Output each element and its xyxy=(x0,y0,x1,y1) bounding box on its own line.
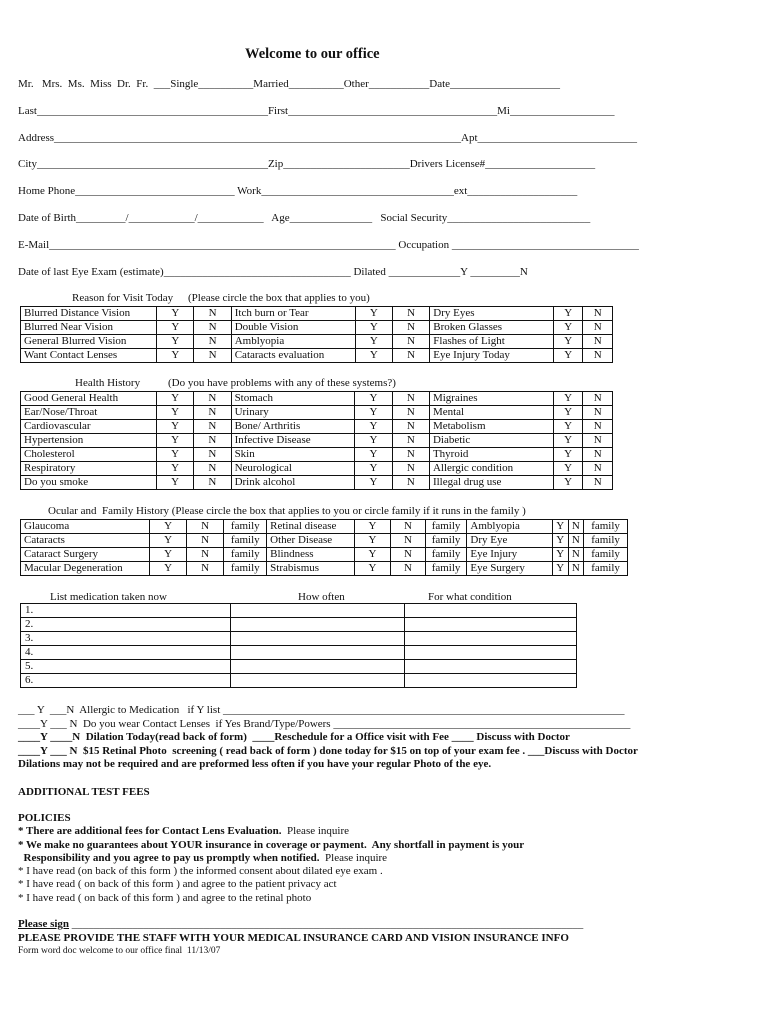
policy-3-bold: Responsibility and you agree to pay us promptly when notified. xyxy=(18,852,320,864)
family-table xyxy=(20,519,628,576)
choice-cell[interactable]: family xyxy=(584,520,628,534)
choice-cell[interactable]: N xyxy=(194,335,231,349)
signature-line[interactable] xyxy=(18,918,583,931)
choice-cell[interactable]: Y xyxy=(553,448,583,462)
label-cell: Broken Glasses xyxy=(430,321,554,335)
label-cell: Cataracts evaluation xyxy=(231,349,355,363)
health-heading: Health History xyxy=(75,377,141,389)
choice-cell[interactable]: family xyxy=(584,562,628,576)
label-cell: Stomach xyxy=(231,392,355,406)
policies-heading: POLICIES xyxy=(18,812,71,824)
name-line[interactable]: Last__________________________________________First______________________________________Mi___________________ xyxy=(18,105,615,117)
label-cell: Glaucoma xyxy=(21,520,150,534)
table-row xyxy=(21,335,613,349)
how-often-cell[interactable] xyxy=(230,604,405,618)
choice-cell[interactable]: Y xyxy=(157,307,194,321)
table-row xyxy=(21,349,613,363)
label-cell: Allergic condition xyxy=(429,462,553,476)
label-cell: Thyroid xyxy=(429,448,553,462)
med-col-2-heading: How often xyxy=(298,591,345,603)
choice-cell[interactable]: N xyxy=(568,548,584,562)
label-cell: Blindness xyxy=(267,548,355,562)
label-cell: Cardiovascular xyxy=(21,420,157,434)
choice-cell[interactable]: N xyxy=(392,448,429,462)
choice-cell[interactable]: Y xyxy=(355,307,392,321)
choice-cell[interactable]: N xyxy=(583,392,613,406)
choice-cell[interactable]: N xyxy=(194,406,231,420)
choice-cell[interactable]: family xyxy=(224,520,267,534)
health-table xyxy=(20,391,613,490)
choice-cell[interactable]: N xyxy=(393,335,430,349)
choice-cell[interactable]: N xyxy=(194,434,231,448)
med-col-3-heading: For what condition xyxy=(428,591,512,603)
medication-number-cell[interactable]: 2. xyxy=(21,618,231,632)
contact-lens-question[interactable]: ____Y ___ N Do you wear Contact Lenses if Yes Brand/Type/Powers ______________________________________________________ xyxy=(18,718,631,730)
choice-cell[interactable]: Y xyxy=(552,520,568,534)
label-cell: Dry Eyes xyxy=(430,307,554,321)
choice-cell[interactable]: Y xyxy=(354,520,391,534)
choice-cell[interactable]: Y xyxy=(355,406,392,420)
table-row xyxy=(21,476,613,490)
form-footer: Form word doc welcome to our office final 11/13/07 xyxy=(18,946,221,956)
label-cell: Blurred Distance Vision xyxy=(21,307,157,321)
policy-1 xyxy=(18,825,349,838)
choice-cell[interactable]: N xyxy=(583,307,613,321)
medication-number-cell[interactable]: 1. xyxy=(21,604,231,618)
choice-cell[interactable]: N xyxy=(194,349,231,363)
table-row xyxy=(21,604,577,618)
choice-cell[interactable]: N xyxy=(391,562,425,576)
choice-cell[interactable]: N xyxy=(194,476,231,490)
choice-cell[interactable]: N xyxy=(392,476,429,490)
label-cell: Diabetic xyxy=(429,434,553,448)
policy-1-bold: * There are additional fees for Contact Lens Evaluation. xyxy=(18,825,282,837)
medication-number-cell[interactable]: 3. xyxy=(21,632,231,646)
label-cell: Amblyopia xyxy=(467,520,553,534)
choice-cell[interactable]: N xyxy=(583,462,613,476)
label-cell: Blurred Near Vision xyxy=(21,321,157,335)
choice-cell[interactable]: N xyxy=(186,534,224,548)
condition-cell[interactable] xyxy=(405,604,577,618)
choice-cell[interactable]: N xyxy=(186,520,224,534)
choice-cell[interactable]: N xyxy=(392,420,429,434)
choice-cell[interactable]: N xyxy=(583,321,613,335)
choice-cell[interactable]: Y xyxy=(355,335,392,349)
choice-cell[interactable]: Y xyxy=(355,420,392,434)
choice-cell[interactable]: Y xyxy=(553,321,583,335)
retinal-photo-question[interactable]: ____Y ___ N $15 Retinal Photo screening ( read back of form ) done today for $15 on top of your exam fee . ___Discuss with Doctor xyxy=(18,745,638,757)
choice-cell[interactable]: family xyxy=(425,562,467,576)
label-cell: Dry Eye xyxy=(467,534,553,548)
how-often-cell[interactable] xyxy=(230,674,405,688)
choice-cell[interactable]: N xyxy=(583,406,613,420)
choice-cell[interactable]: Y xyxy=(150,562,187,576)
label-cell: General Blurred Vision xyxy=(21,335,157,349)
choice-cell[interactable]: N xyxy=(583,434,613,448)
choice-cell[interactable]: Y xyxy=(156,434,193,448)
choice-cell[interactable]: family xyxy=(425,534,467,548)
choice-cell[interactable]: Y xyxy=(156,406,193,420)
choice-cell[interactable]: N xyxy=(392,462,429,476)
medication-number-cell[interactable]: 4. xyxy=(21,646,231,660)
choice-cell[interactable]: Y xyxy=(552,562,568,576)
choice-cell[interactable]: Y xyxy=(156,476,193,490)
choice-cell[interactable]: Y xyxy=(553,335,583,349)
choice-cell[interactable]: Y xyxy=(156,448,193,462)
choice-cell[interactable]: N xyxy=(568,562,584,576)
choice-cell[interactable]: Y xyxy=(553,476,583,490)
table-row xyxy=(21,406,613,420)
choice-cell[interactable]: Y xyxy=(355,462,392,476)
choice-cell[interactable]: Y xyxy=(354,534,391,548)
sign-blank[interactable]: _____________________________________________________________________________________________ xyxy=(69,918,584,930)
label-cell: Amblyopia xyxy=(231,335,355,349)
label-cell: Eye Surgery xyxy=(467,562,553,576)
choice-cell[interactable]: family xyxy=(224,548,267,562)
choice-cell[interactable]: Y xyxy=(354,548,391,562)
name-title-line[interactable]: Mr. Mrs. Ms. Miss Dr. Fr. ___Single__________Married__________Other___________Date____________________ xyxy=(18,78,561,90)
table-row xyxy=(21,420,613,434)
choice-cell[interactable]: Y xyxy=(552,534,568,548)
choice-cell[interactable]: N xyxy=(391,520,425,534)
policy-3-rest: Please inquire xyxy=(319,852,388,864)
table-row xyxy=(21,632,577,646)
table-row xyxy=(21,646,577,660)
table-row xyxy=(21,660,577,674)
choice-cell[interactable]: Y xyxy=(355,448,392,462)
choice-cell[interactable]: Y xyxy=(553,392,583,406)
condition-cell[interactable] xyxy=(405,618,577,632)
table-row xyxy=(21,321,613,335)
dilation-question[interactable]: ____Y ____N Dilation Today(read back of form) ____Reschedule for a Office visit with Fee ____ Discuss with Doctor xyxy=(18,731,570,743)
choice-cell[interactable]: N xyxy=(186,548,224,562)
choice-cell[interactable]: N xyxy=(391,548,425,562)
label-cell: Macular Degeneration xyxy=(21,562,150,576)
choice-cell[interactable]: Y xyxy=(156,420,193,434)
how-often-cell[interactable] xyxy=(230,632,405,646)
choice-cell[interactable]: N xyxy=(393,321,430,335)
choice-cell[interactable]: N xyxy=(583,335,613,349)
table-row xyxy=(21,307,613,321)
condition-cell[interactable] xyxy=(405,660,577,674)
label-cell: Infective Disease xyxy=(231,434,355,448)
label-cell: Urinary xyxy=(231,406,355,420)
birth-line[interactable]: Date of Birth_________/____________/____________ Age_______________ Social Security__________________________ xyxy=(18,212,591,224)
choice-cell[interactable]: Y xyxy=(157,349,194,363)
sign-label: Please sign xyxy=(18,918,70,930)
label-cell: Want Contact Lenses xyxy=(21,349,157,363)
choice-cell[interactable]: Y xyxy=(156,392,193,406)
city-line[interactable]: City__________________________________________Zip_______________________Drivers License#____________________ xyxy=(18,158,596,170)
label-cell: Cataract Surgery xyxy=(21,548,150,562)
choice-cell[interactable]: N xyxy=(568,520,584,534)
eye-exam-line[interactable]: Date of last Eye Exam (estimate)__________________________________ Dilated _____________Y _________N xyxy=(18,266,528,278)
label-cell: Other Disease xyxy=(267,534,355,548)
choice-cell[interactable]: N xyxy=(391,534,425,548)
how-often-cell[interactable] xyxy=(230,646,405,660)
choice-cell[interactable]: Y xyxy=(354,562,391,576)
choice-cell[interactable]: Y xyxy=(553,434,583,448)
choice-cell[interactable]: Y xyxy=(355,349,392,363)
choice-cell[interactable]: family xyxy=(584,548,628,562)
choice-cell[interactable]: Y xyxy=(157,321,194,335)
choice-cell[interactable]: N xyxy=(194,392,231,406)
policy-4: * I have read (on back of this form ) the informed consent about dilated eye exam . xyxy=(18,865,383,877)
medication-number-cell[interactable]: 6. xyxy=(21,674,231,688)
label-cell: Migraines xyxy=(429,392,553,406)
choice-cell[interactable]: Y xyxy=(355,321,392,335)
table-row xyxy=(21,520,628,534)
choice-cell[interactable]: N xyxy=(393,349,430,363)
choice-cell[interactable]: family xyxy=(224,534,267,548)
choice-cell[interactable]: N xyxy=(194,448,231,462)
table-row xyxy=(21,674,577,688)
phone-line[interactable]: Home Phone_____________________________ Work___________________________________ext____________________ xyxy=(18,185,578,197)
medication-number-cell[interactable]: 5. xyxy=(21,660,231,674)
choice-cell[interactable]: Y xyxy=(553,349,583,363)
label-cell: Drink alcohol xyxy=(231,476,355,490)
choice-cell[interactable]: family xyxy=(224,562,267,576)
choice-cell[interactable]: Y xyxy=(150,548,187,562)
choice-cell[interactable]: N xyxy=(392,406,429,420)
condition-cell[interactable] xyxy=(405,632,577,646)
table-row xyxy=(21,618,577,632)
label-cell: Ear/Nose/Throat xyxy=(21,406,157,420)
fees-heading: ADDITIONAL TEST FEES xyxy=(18,786,150,798)
choice-cell[interactable]: Y xyxy=(553,406,583,420)
health-note: (Do you have problems with any of these systems?) xyxy=(168,377,396,389)
label-cell: Do you smoke xyxy=(21,476,157,490)
label-cell: Neurological xyxy=(231,462,355,476)
choice-cell[interactable]: N xyxy=(583,448,613,462)
choice-cell[interactable]: N xyxy=(194,462,231,476)
choice-cell[interactable]: Y xyxy=(552,548,568,562)
address-line[interactable]: Address__________________________________________________________________________Apt_____________________________ xyxy=(18,132,638,144)
label-cell: Bone/ Arthritis xyxy=(231,420,355,434)
choice-cell[interactable]: Y xyxy=(157,335,194,349)
choice-cell[interactable]: N xyxy=(194,420,231,434)
choice-cell[interactable]: Y xyxy=(150,520,187,534)
policy-2: * We make no guarantees about YOUR insurance in coverage or payment. Any shortfall in payment is your xyxy=(18,839,525,851)
page-title: Welcome to our office xyxy=(245,46,380,62)
choice-cell[interactable]: N xyxy=(194,321,231,335)
label-cell: Double Vision xyxy=(231,321,355,335)
table-row xyxy=(21,534,628,548)
condition-cell[interactable] xyxy=(405,674,577,688)
policy-1-rest: Please inquire xyxy=(281,825,350,837)
table-row xyxy=(21,562,628,576)
policy-6: * I have read ( on back of this form ) and agree to the retinal photo xyxy=(18,892,312,904)
condition-cell[interactable] xyxy=(405,646,577,660)
label-cell: Strabismus xyxy=(267,562,355,576)
choice-cell[interactable]: Y xyxy=(355,392,392,406)
choice-cell[interactable]: Y xyxy=(553,420,583,434)
label-cell: Retinal disease xyxy=(267,520,355,534)
choice-cell[interactable]: Y xyxy=(355,434,392,448)
table-row xyxy=(21,548,628,562)
visit-table xyxy=(20,306,613,363)
choice-cell[interactable]: N xyxy=(393,307,430,321)
choice-cell[interactable]: N xyxy=(583,349,613,363)
medication-table xyxy=(20,603,577,688)
how-often-cell[interactable] xyxy=(230,618,405,632)
table-row xyxy=(21,392,613,406)
email-line[interactable]: E-Mail_______________________________________________________________ Occupation __________________________________ xyxy=(18,239,639,251)
how-often-cell[interactable] xyxy=(230,660,405,674)
policy-5: * I have read ( on back of this form ) and agree to the patient privacy act xyxy=(18,878,337,890)
policy-3 xyxy=(18,852,387,865)
label-cell: Skin xyxy=(231,448,355,462)
choice-cell[interactable]: N xyxy=(583,420,613,434)
choice-cell[interactable]: N xyxy=(194,307,231,321)
choice-cell[interactable]: family xyxy=(425,520,467,534)
visit-heading: Reason for Visit Today xyxy=(72,292,174,304)
table-row xyxy=(21,448,613,462)
choice-cell[interactable]: Y xyxy=(355,476,392,490)
choice-cell[interactable]: N xyxy=(568,534,584,548)
label-cell: Cataracts xyxy=(21,534,150,548)
choice-cell[interactable]: N xyxy=(392,392,429,406)
choice-cell[interactable]: N xyxy=(392,434,429,448)
insurance-notice: PLEASE PROVIDE THE STAFF WITH YOUR MEDICAL INSURANCE CARD AND VISION INSURANCE INFO xyxy=(18,932,569,944)
choice-cell[interactable]: Y xyxy=(156,462,193,476)
choice-cell[interactable]: Y xyxy=(553,462,583,476)
table-row xyxy=(21,462,613,476)
label-cell: Eye Injury Today xyxy=(430,349,554,363)
label-cell: Metabolism xyxy=(429,420,553,434)
choice-cell[interactable]: family xyxy=(425,548,467,562)
table-row xyxy=(21,434,613,448)
label-cell: Cholesterol xyxy=(21,448,157,462)
allergy-question[interactable]: ___ Y ___N Allergic to Medication if Y list _________________________________________________________________________ xyxy=(18,704,625,716)
label-cell: Hypertension xyxy=(21,434,157,448)
label-cell: Mental xyxy=(429,406,553,420)
label-cell: Flashes of Light xyxy=(430,335,554,349)
choice-cell[interactable]: family xyxy=(584,534,628,548)
choice-cell[interactable]: N xyxy=(186,562,224,576)
choice-cell[interactable]: Y xyxy=(553,307,583,321)
label-cell: Good General Health xyxy=(21,392,157,406)
label-cell: Eye Injury xyxy=(467,548,553,562)
label-cell: Respiratory xyxy=(21,462,157,476)
label-cell: Itch burn or Tear xyxy=(231,307,355,321)
choice-cell[interactable]: Y xyxy=(150,534,187,548)
dilation-note: Dilations may not be required and are preformed less often if you have your regular Photo of the eye. xyxy=(18,758,492,770)
family-heading: Ocular and Family History (Please circle the box that applies to you or circle family if it runs in the family ) xyxy=(48,505,526,517)
label-cell: Illegal drug use xyxy=(429,476,553,490)
visit-note: (Please circle the box that applies to you) xyxy=(188,292,370,304)
med-col-1-heading: List medication taken now xyxy=(50,591,167,603)
choice-cell[interactable]: N xyxy=(583,476,613,490)
